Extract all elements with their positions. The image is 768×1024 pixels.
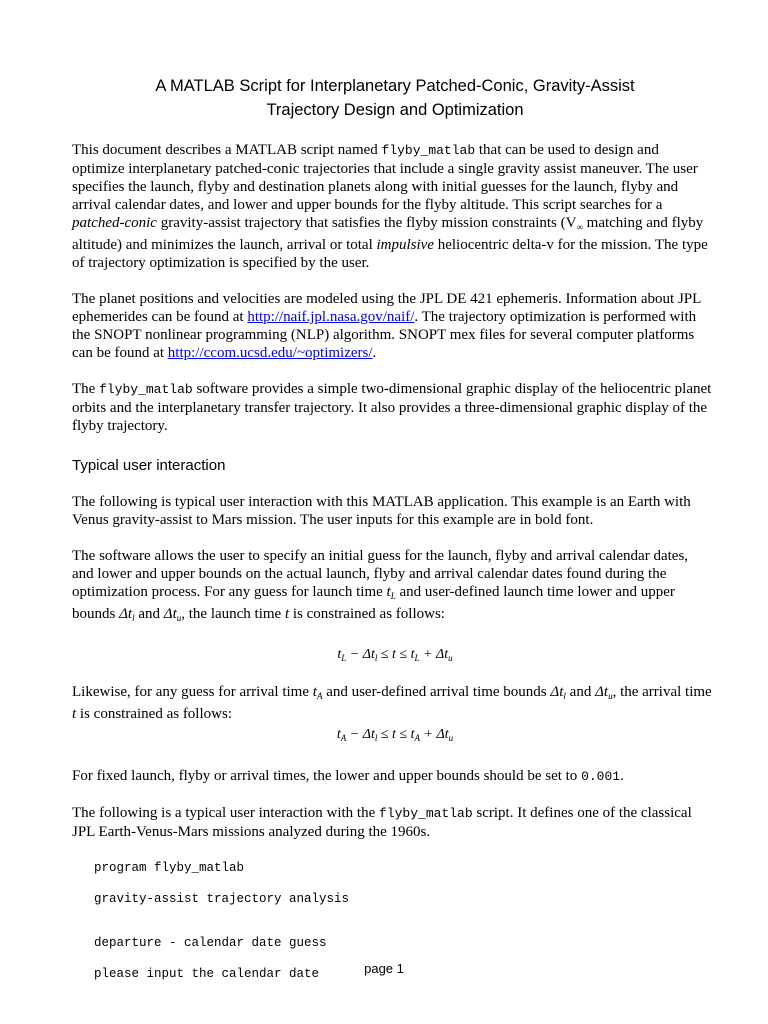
naif-link[interactable]: http://naif.jpl.nasa.gov/naif/ [247,309,415,325]
graphics-paragraph: The flyby_matlab software provides a simple two-dimensional graphic display of the heliocentric planet orbits and the interplanetary transfer trajectory. It also provides a three-dimensional graphic display of the flyby trajectory. [72,381,712,434]
code-line: program flyby_matlab [94,861,245,875]
title-line-1: A MATLAB Script for Interplanetary Patched-Conic, Gravity-Assist [155,77,635,95]
inline-code: flyby_matlab [99,382,193,397]
launch-bounds-paragraph: The software allows the user to specify an initial guess for the launch, flyby and arrival calendar dates, and lower and upper bounds on the actual launch, flyby and arrival calendar dates found during the optimization process. For any guess for launch time $t_L$ and user-defined launch time lower and upper bounds $\Delta t_l$ and $\Delta t_u$, the launch time t is constrained as follows: [72,548,689,623]
ephemeris-paragraph: The planet positions and velocities are modeled using the JPL DE 421 ephemeris. Information about JPL ephemerides can be found at http://naif.jpl.nasa.gov/naif/. The trajectory optimization is performed with the SNOPT nonlinear programming (NLP) algorithm. SNOPT mex files for several computer platforms can be found at http://ccom.ucsd.edu/~optimizers/. [72,291,701,361]
code-line: gravity-assist trajectory analysis [94,892,350,906]
fixed-times-paragraph: For fixed launch, flyby or arrival times, the lower and upper bounds should be set to 0.001. [72,768,624,784]
code-line: please input the calendar date [94,967,320,981]
inline-code: flyby_matlab [381,143,476,158]
arrival-constraint-equation: $t_A - \Delta t_l \le t \le t_A + \Delta t_u$ [336,727,454,743]
launch-constraint-equation: $t_L - \Delta t_l \le t \le t_L + \Delta t_u$ [337,647,453,663]
page-number: page 1 [364,961,404,976]
example-paragraph: The following is a typical user interaction with the flyby_matlab script. It defines one of the classical JPL Earth-Venus-Mars missions analyzed during the 1960s. [72,805,692,840]
document-title [72,0,718,122]
arrival-bounds-paragraph: Likewise, for any guess for arrival time $t_A$ and user-defined arrival time bounds $\Delta t_l$ and $\Delta t_u$, the arrival time t is constrained as follows: [72,684,712,722]
title-line-2: Trajectory Design and Optimization [266,101,524,119]
code-line: departure - calendar date guess [94,936,327,950]
section-heading: Typical user interaction [72,457,226,474]
inline-code: flyby_matlab [379,806,473,821]
intro-paragraph: This document describes a MATLAB script named flyby_matlab that can be used to design and optimize interplanetary patched-conic trajectories that include a single gravity assist maneuver. The user specifies the launch, flyby and destination planets along with initial guesses for the launch, flyby and arrival calendar dates, and lower and upper bounds for the flyby altitude. This script searches for a patched-conic gravity-assist trajectory that satisfies the flyby mission constraints ($V_\infty$ matching and flyby altitude) and minimizes the launch, arrival or total impulsive heliocentric delta-v for the mission. The type of trajectory optimization is specified by the user. [72,142,708,271]
interaction-paragraph: The following is typical user interaction with this MATLAB application. This example is an Earth with Venus gravity-assist to Mars mission. The user inputs for this example are in bold font. [72,494,691,528]
snopt-link[interactable]: http://ccom.ucsd.edu/~optimizers/ [167,345,373,361]
inline-code: 0.001 [581,769,621,784]
